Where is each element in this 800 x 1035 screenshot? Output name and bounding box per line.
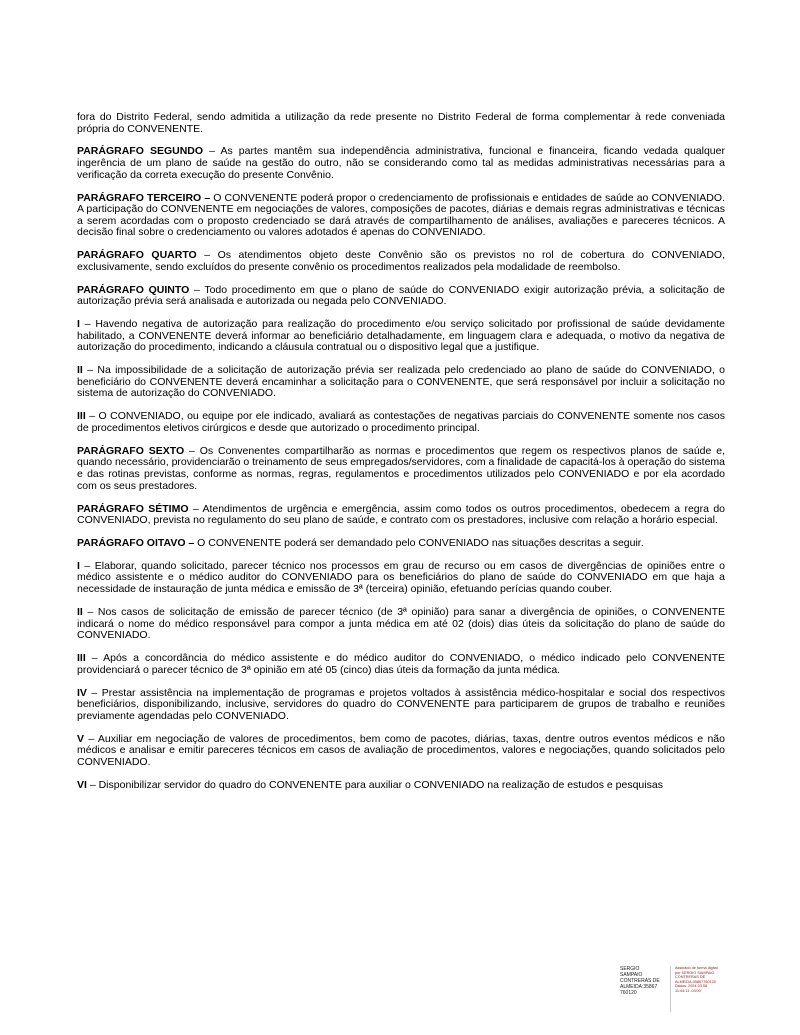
signature-info: Assinado de forma digital por SERGIO SAMPAIO CONTRERAS DE ALMEIDA:35867760120 Dados: 2024.03.08 11:44:11 -03'00' (670, 966, 718, 1012)
paragraph-quinto-item-i: I – Havendo negativa de autorização para realização do procedimento e/ou serviço solicitado por profissional de saúde devidamente habilitado, a CONVENENTE deverá informar ao beneficiário detalhadamente, em linguagem clara e adequada, o motivo da negativa de autorização do procedimento, indicando a cláusula contratual ou o dispositivo legal que a justifique. (77, 318, 725, 354)
paragraph-oitavo-item-vi: VI – Disponibilizar servidor do quadro do CONVENENTE para auxiliar o CONVENIADO na realização de estudos e pesquisas (77, 778, 663, 791)
paragraph-oitavo: PARÁGRAFO OITAVO – O CONVENENTE poderá ser demandado pelo CONVENIADO nas situações descritas a seguir. (77, 537, 644, 549)
paragraph-continuation: fora do Distrito Federal, sendo admitida a utilização da rede presente no Distrito Federal de forma complementar à rede conveniada própria do CONVENENTE. (77, 111, 725, 135)
paragraph-oitavo-item-v: V – Auxiliar em negociação de valores de procedimentos, bem como de pacotes, diárias, taxas, dentre outros eventos médicos e não médicos e analisar e emitir pareceres técnicos em casos de avaliação de procedimentos, valores e negociações, quando solicitados pelo CONVENIADO. (77, 732, 725, 768)
paragraph-oitavo-item-iv: IV – Prestar assistência na implementação de programas e projetos voltados à assistência médico-hospitalar e social dos respectivos beneficiários, disponibilizando, inclusive, servidores do quadro do CONVENENTE para participarem de grupos de trabalho e reuniões previamente agendadas pelo CONVENIADO. (77, 686, 725, 722)
document-body (77, 112, 725, 803)
paragraph-quinto-item-ii: II – Na impossibilidade de a solicitação de autorização prévia ser realizada pelo credenciado ao plano de saúde do CONVENIADO, o beneficiário do CONVENENTE deverá encaminhar a solicitação para o CONVENENTE, que será responsável por incluir a solicitação no sistema de autorização do CONVENIADO. (77, 364, 725, 400)
paragraph-quinto-item-iii: III – O CONVENIADO, ou equipe por ele indicado, avaliará as contestações de negativas parciais do CONVENENTE somente nos casos de procedimentos eletivos cirúrgicos e desde que autorizado o procedimento principal. (77, 410, 725, 434)
digital-signature-stamp (620, 966, 725, 1012)
paragraph-terceiro: PARÁGRAFO TERCEIRO – O CONVENENTE poderá propor o credenciamento de profissionais e entidades de saúde ao CONVENIADO. A participação do CONVENENTE em negociações de valores, composições de pacotes, diárias e demais regras administrativas e técnicas a serem acordadas com o proposto credenciado se dará através de compartilhamento de análises, avaliações e pareceres técnicos. A decisão final sobre o credenciamento ou valores adotados é apenas do CONVENIADO. (77, 191, 725, 239)
paragraph-oitavo-item-i: I – Elaborar, quando solicitado, parecer técnico nos processos em grau de recurso ou em casos de divergências de opiniões entre o médico assistente e o médico auditor do CONVENIADO para os beneficiários do plano de saúde do CONVENIADO em que haja a necessidade de instauração de junta médica e emissão de 3ª (terceira) opinião, efetuando perícias quando couber. (77, 559, 725, 596)
paragraph-oitavo-item-ii: II – Nos casos de solicitação de emissão de parecer técnico (de 3ª opinião) para sanar a divergência de opiniões, o CONVENENTE indicará o nome do médico responsável para compor a junta médica em até 02 (dois) dias úteis da solicitação do plano de saúde do CONVENIADO. (77, 605, 725, 642)
paragraph-setimo: PARÁGRAFO SÉTIMO – Atendimentos de urgência e emergência, assim como todos os outros procedimentos, obedecem a regra do CONVENIADO, prevista no regulamento do seu plano de saúde, e contrato com os prestadores, inclusive com relação a horário especial. (77, 502, 726, 527)
paragraph-sexto: PARÁGRAFO SEXTO – Os Convenentes compartilharão as normas e procedimentos que regem os respectivos planos de saúde e, quando necessário, providenciarão o treinamento de seus empregados/servidores, com a finalidade de capacitá-los à operação do sistema e das rotinas previstas, conforme as normas, regras, regulamentos e procedimentos utilizados pelo CONVENIADO e por ela acordado com os seus prestadores. (77, 444, 725, 492)
paragraph-segundo: PARÁGRAFO SEGUNDO – As partes mantêm sua independência administrativa, funcional e financeira, ficando vedada qualquer ingerência de um plano de saúde na gestão do outro, não se considerando como tal as medidas administrativas necessárias para a verificação da correta execução do presente Convênio. (77, 145, 725, 181)
paragraph-quinto: PARÁGRAFO QUINTO – Todo procedimento em que o plano de saúde do CONVENIADO exigir autorização prévia, a solicitação de autorização prévia será analisada e autorizada ou negada pelo CONVENIADO. (77, 283, 725, 308)
paragraph-quarto: PARÁGRAFO QUARTO – Os atendimentos objeto deste Convênio são os previstos no rol de cobertura do CONVENIADO, exclusivamente, sendo excluídos do presente convênio os procedimentos realizados pela modalidade de reembolso. (77, 249, 725, 273)
signature-name: SERGIO SAMPAIO CONTRERAS DE ALMEIDA:35867 760120 (620, 966, 660, 996)
paragraph-oitavo-item-iii: III – Após a concordância do médico assistente e do médico auditor do CONVENIADO, o médico indicado pelo CONVENENTE providenciará o parecer técnico de 3ª opinião em até 05 (cinco) dias úteis da formação da junta médica. (77, 652, 725, 676)
